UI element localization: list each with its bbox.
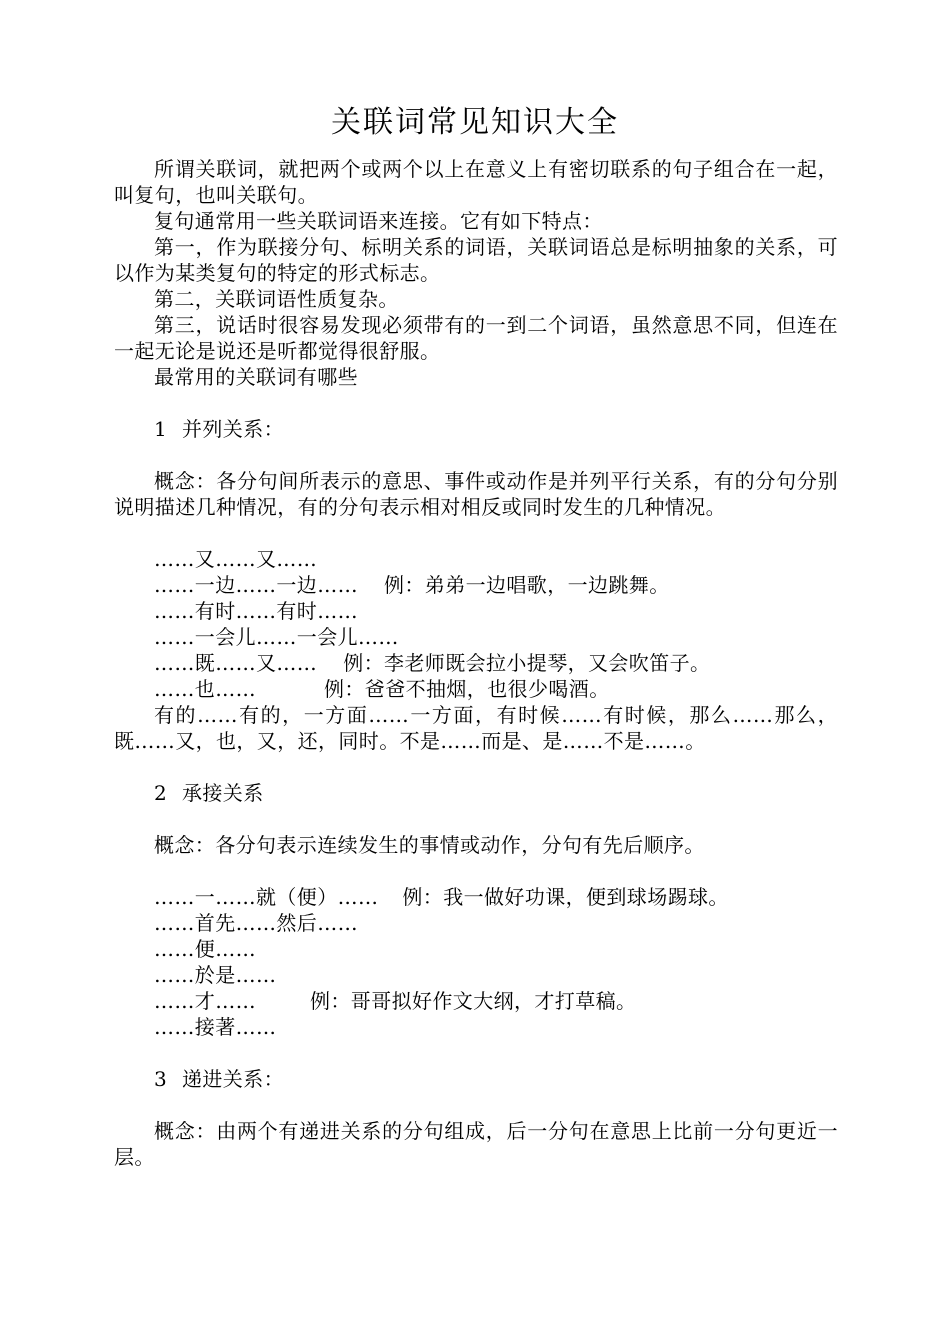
pattern-example: 例：弟弟一边唱歌，一边跳舞。 [384, 573, 670, 597]
section-heading-label: 递进关系： [182, 1067, 284, 1091]
pattern-example: 例：爸爸不抽烟，也很少喝酒。 [324, 677, 610, 701]
intro-paragraph-3: 第一，作为联接分句、标明关系的词语，关联词语总是标明抽象的关系，可以作为某类复句的特定的形式标志。 [114, 235, 838, 285]
pattern-text: ……便…… [154, 937, 256, 961]
section-summary-parallel: 有的……有的，一方面……一方面，有时候……有时候，那么……那么，既……又，也，又，还，同时。不是……而是、是……不是……。 [114, 703, 838, 753]
pattern-line [114, 650, 838, 676]
pattern-text: ……一……就（便）…… [154, 885, 379, 909]
intro-paragraph-4: 第二，关联词语性质复杂。 [154, 287, 399, 311]
pattern-line [114, 624, 838, 650]
pattern-example: 例：我一做好功课，便到球场踢球。 [402, 885, 729, 909]
pattern-text: ……有时……有时…… [154, 599, 358, 623]
intro-paragraph-5: 第三，说话时很容易发现必须带有的一到二个词语，虽然意思不同，但连在一起无论是说还是听都觉得很舒服。 [114, 313, 838, 363]
pattern-line [114, 1014, 838, 1040]
pattern-text: ……才…… [154, 989, 256, 1013]
section-heading-sequential [114, 780, 838, 806]
pattern-text: ……又……又…… [154, 547, 318, 571]
section-number: 3 [154, 1067, 168, 1091]
pattern-line [114, 936, 838, 962]
pattern-text: ……首先……然后…… [154, 911, 358, 935]
document-body [114, 156, 838, 1170]
pattern-text: ……既……又…… [154, 651, 318, 675]
intro-paragraph-2: 复句通常用一些关联词语来连接。它有如下特点： [154, 209, 603, 233]
section-heading-label: 并列关系： [182, 417, 284, 441]
pattern-line [114, 598, 838, 624]
pattern-text: ……一边……一边…… [154, 573, 358, 597]
section-number: 1 [154, 417, 168, 441]
pattern-example: 例：哥哥拟好作文大纲，才打草稿。 [310, 989, 637, 1013]
section-heading-parallel [114, 416, 838, 442]
pattern-text: ……也…… [154, 677, 256, 701]
section-concept-progressive: 概念：由两个有递进关系的分句组成，后一分句在意思上比前一分句更近一层。 [114, 1119, 838, 1169]
intro-paragraph-1: 所谓关联词，就把两个或两个以上在意义上有密切联系的句子组合在一起，叫复句，也叫关联句。 [114, 157, 838, 207]
pattern-line [114, 910, 838, 936]
pattern-example: 例：李老师既会拉小提琴，又会吹笛子。 [343, 651, 711, 675]
pattern-line [114, 962, 838, 988]
pattern-line [114, 988, 838, 1014]
document-title: 关联词常见知识大全 [331, 105, 619, 140]
pattern-line [114, 884, 838, 910]
pattern-line [114, 546, 838, 572]
section-heading-progressive [114, 1066, 838, 1092]
pattern-text: ……於是…… [154, 963, 277, 987]
pattern-line [114, 676, 838, 702]
pattern-line [114, 572, 838, 598]
section-concept-parallel: 概念：各分句间所表示的意思、事件或动作是并列平行关系，有的分句分别说明描述几种情况，有的分句表示相对相反或同时发生的几种情况。 [114, 469, 838, 519]
intro-paragraph-6: 最常用的关联词有哪些 [154, 365, 358, 389]
section-concept-sequential: 概念：各分句表示连续发生的事情或动作，分句有先后顺序。 [154, 833, 705, 857]
section-number: 2 [154, 781, 168, 805]
section-heading-label: 承接关系 [182, 781, 264, 805]
pattern-text: ……接著…… [154, 1015, 277, 1039]
pattern-text: ……一会儿……一会儿…… [154, 625, 399, 649]
